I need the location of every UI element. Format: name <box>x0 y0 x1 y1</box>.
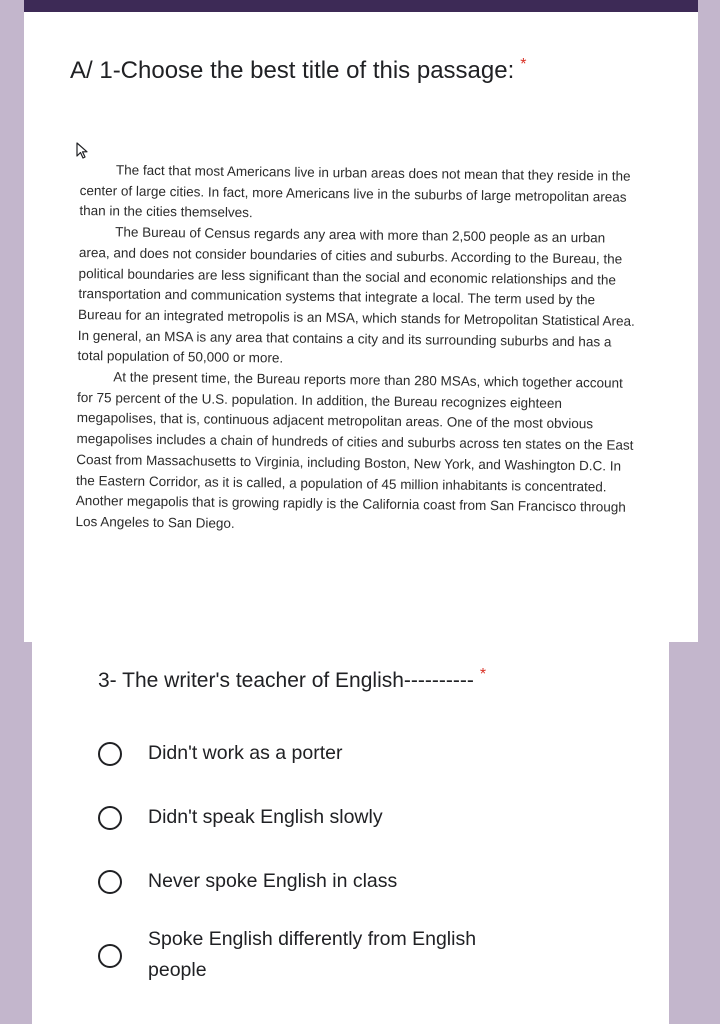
question-3-title <box>98 666 486 693</box>
option-label: Spoke English differently from English people <box>148 928 477 981</box>
option-label: Didn't speak English slowly <box>148 806 383 828</box>
required-asterisk: * <box>479 666 487 683</box>
passage-paragraph: The fact that most Americans live in urban areas does not mean that they reside in the center of large cities. In fact, more Americans live in the suburbs of large metropolitan areas than in the cities themselves. <box>79 162 631 221</box>
radio-button[interactable] <box>98 944 122 968</box>
option-label: Never spoke English in class <box>148 870 398 892</box>
radio-button[interactable] <box>98 806 122 830</box>
question-1-title-text: A/ 1-Choose the best title of this passage: <box>70 57 515 84</box>
option-label: Didn't work as a porter <box>148 742 343 764</box>
question-1-title <box>70 56 527 85</box>
passage-image <box>75 160 640 539</box>
question-3-title-text: 3- The writer's teacher of English---------- <box>98 669 474 692</box>
required-asterisk: * <box>520 56 527 73</box>
form-accent-bar <box>24 0 698 12</box>
passage-paragraph: The Bureau of Census regards any area with more than 2,500 people as an urban area, and does not consider boundaries of cities and suburbs. According to the Bureau, the political boundaries are less significant than the social and economic relationships and the transportation and communication systems that integrate a local. The term used by the Bureau for an integrated metropolis is an MSA, which stands for Metropolitan Statistical Area. In general, an MSA is any area that contains a city and its surrounding suburbs and has a total population of 50,000 or more. <box>77 224 635 366</box>
radio-button[interactable] <box>98 742 122 766</box>
radio-button[interactable] <box>98 870 122 894</box>
passage-paragraph: At the present time, the Bureau reports more than 280 MSAs, which together account for 75 percent of the U.S. population. In addition, the Bureau recognizes eighteen megapolises, that is, continuous adjacent metropolitan areas. One of the most obvious megapolises includes a chain of hundreds of cities and suburbs across ten states on the East Coast from Massachusetts to Virginia, including Boston, New York, and Washington D.C. In the Eastern Corridor, as it is called, a population of 45 million inhabitants is concentrated. Another megapolis that is growing rapidly is the California coast from San Francisco through Los Angeles to San Diego. <box>75 369 634 531</box>
